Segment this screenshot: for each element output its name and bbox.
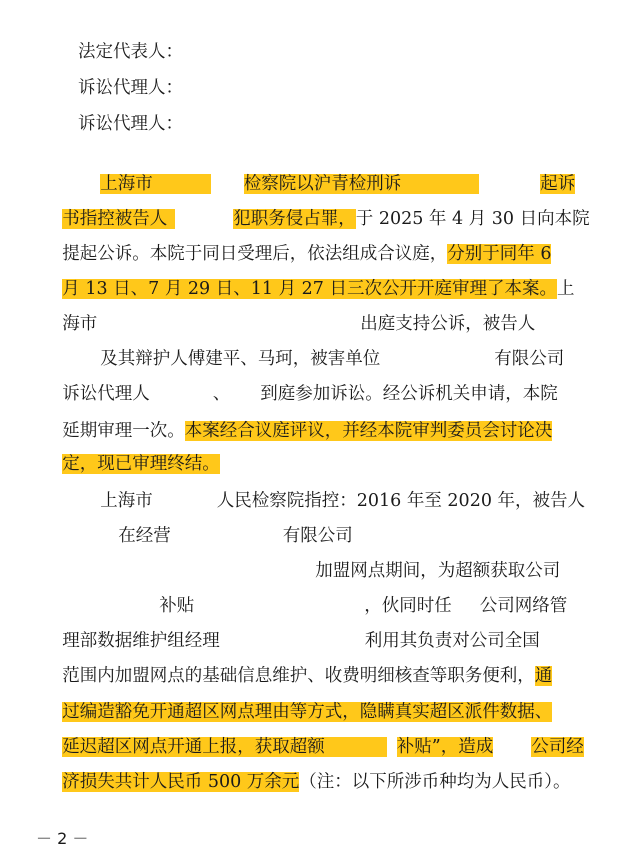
text-span: 补贴: [159, 596, 195, 616]
text-span: 公司网络管: [479, 596, 568, 616]
text-span: 上: [556, 279, 575, 299]
highlighted-text: 月 13 日、7 月 29 日、11 月 27 日三次公开开庭审理了本案。: [62, 279, 557, 299]
highlighted-text: 分别于同年 6: [447, 244, 552, 264]
highlighted-text: 过编造豁免开通超区网点理由等方式，隐瞒真实超区派件数据、: [62, 702, 553, 722]
legal-representative-label: 法定代表人：: [78, 42, 183, 62]
text-span: 延期审理一次。: [62, 421, 185, 441]
text-span: 、: [212, 384, 231, 404]
highlighted-text: 犯职务侵占罪，: [233, 209, 356, 229]
highlighted-text: 补贴”，造成: [396, 737, 494, 757]
highlighted-text: 通: [534, 666, 553, 686]
page-number: － 2 －: [36, 829, 89, 848]
highlighted-text: 济损失共计人民币 500 万余元: [62, 772, 300, 792]
text-span: 有限公司: [494, 349, 565, 369]
litigation-agent-label: 诉讼代理人：: [78, 78, 183, 98]
text-span: 及其辩护人傅建平、马珂，被害单位: [100, 349, 381, 369]
text-span: 诉讼代理人: [62, 384, 150, 404]
highlighted-text: 公司经: [531, 737, 584, 757]
text-span: 出庭支持公诉，被告人: [360, 314, 536, 334]
text-line: [40, 746, 571, 818]
highlighted-text: 定，现已审理终结。: [62, 454, 220, 474]
litigation-agent-label: 诉讼代理人：: [78, 114, 183, 134]
text-span: 海市: [62, 314, 98, 334]
text-span: ，伙同时任: [364, 596, 452, 616]
highlighted-text: 延迟超区网点开通上报，获取超额: [62, 737, 387, 757]
text-span: 上海市: [100, 491, 153, 511]
text-span: 于 2025 年 4 月 30 日向本院: [355, 209, 590, 229]
text-span: 人民检察院指控：2016 年至 2020 年，被告人: [216, 491, 586, 511]
text-span: 利用其负责对公司全国: [364, 631, 540, 651]
highlighted-text: 起诉: [540, 174, 576, 194]
text-span: 到庭参加诉讼。经公诉机关申请，本院: [260, 384, 558, 404]
text-span: 理部数据维护组经理: [62, 631, 220, 651]
text-span: 有限公司: [282, 526, 353, 546]
highlighted-text: 检察院以沪青检刑诉: [244, 174, 480, 194]
text-span: 范围内加盟网点的基础信息维护、收费明细核查等职务便利，: [62, 666, 535, 686]
text-span: （注：以下所涉币种均为人民币）。: [299, 772, 571, 792]
text-span: 加盟网点期间，为超额获取公司: [315, 561, 561, 581]
highlighted-text: 本案经合议庭评议，并经本院审判委员会讨论决: [184, 421, 553, 441]
highlighted-text: 书指控被告人: [62, 209, 175, 229]
text-span: 提起公诉。本院于同日受理后，依法组成合议庭，: [62, 244, 448, 264]
highlighted-text: 上海市: [100, 174, 211, 194]
text-span: 在经营: [118, 526, 171, 546]
